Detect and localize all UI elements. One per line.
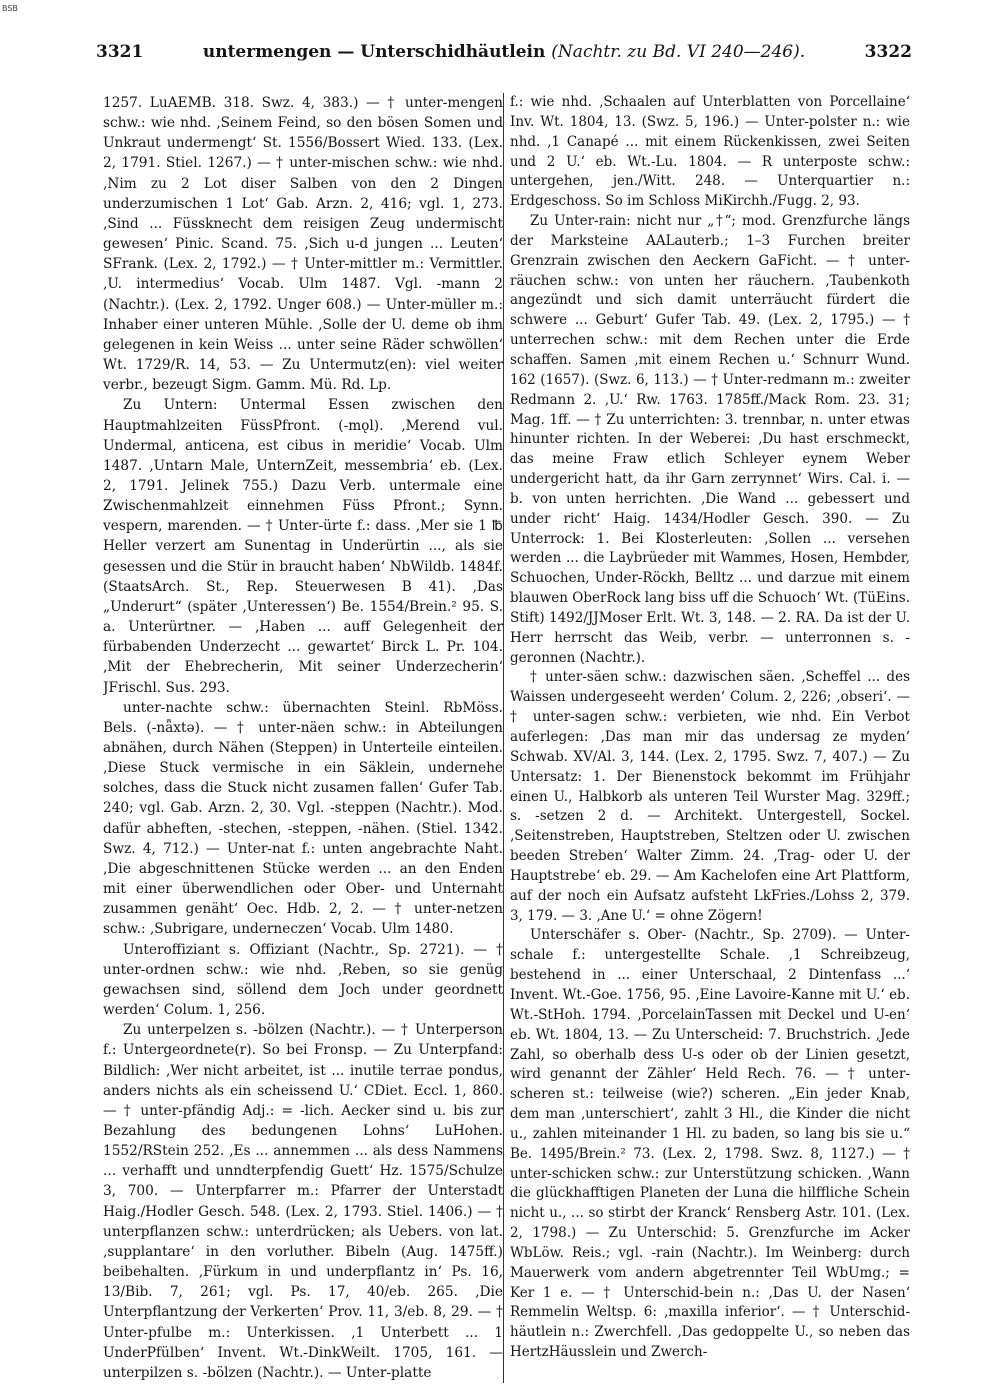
paragraph: Zu Unter-rain: nicht nur „†“; mod. Grenzfurche längs der Marksteine AALauterb.; 1–3 Furchen breiter Grenzrain zwischen den Aeckern GaFicht. — † unter-räuchen schw.: von unten her räuchern. ‚Taubenkoth angezündt und sich damit unterräucht fürdert die schwere ... Geburt‘ Gufer Tab. 49. (Lex. 2, 1795.) — † unterrechen schw.: mit dem Rechen unter die Erde schaffen. Samen ‚mit einem Rechen u.‘ Schnurr Wund. 162 (1657). (Swz. 6, 113.) — † Unter-redmann m.: zweiter Redmann 2. ‚U.‘ Rw. 1763. 1785ff./Mack Rom. 23. 31; Mag. 1ff. — † Zu unterrichten: 3. trennbar, n. unter etwas hinunter richten. In der Weberei: ‚Du hast erschmeckt, das meine Fraw etlich Schleyer eynem Weber undergericht hatt, da ihr Garn zerrynnet‘ Wirs. Cal. i. — b. von unten herrichten. ‚Die Wand ... gebessert und under richt‘ Haig. 1434/Hodler Gesch. 390. — Zu Unterrock: 1. Bei Klosterleuten: ‚Sollen ... versehen werden ... die Laybrüeder mit Wammes, Hosen, Hembder, Schuochen, Under-Röckh, Belltz ... und darzue mit einem blauwen OberRock lang biss uff die Schuoch‘ Wt. (TüEins. Stift) 1492/JJMoser Erlt. Wt. 3, 148. — 2. RA. Da ist der U. Herr herrscht das Weib, verbr. — unterronnen s. -geronnen (Nachtr.).	[510, 213, 910, 666]
page-number-left: 3321	[96, 42, 144, 62]
paragraph: Unteroffiziant s. Offiziant (Nachtr., Sp. 2721). — † unter-ordnen schw.: wie nhd. ‚Reben, so sie genüg gewachsen sind, söllend dem Joch under geordnett werden‘ Colum. 1, 256.	[103, 941, 503, 1019]
library-mark: BSB	[2, 4, 18, 13]
title-reference: (Nachtr. zu Bd. VI 240—246).	[551, 42, 806, 62]
title-text: untermengen — Unterschidhäutlein	[202, 42, 546, 62]
paragraph: f.: wie nhd. ‚Schaalen auf Unterblatten von Porcellaine‘ Inv. Wt. 1804, 13. (Swz. 5, 196.) — Unter-polster n.: wie nhd. ‚1 Canapé ... mit einem Rückenkissen, zwei Seiten und 2 U.‘ eb. Wt.-Lu. 1804. — R unterposte schw.: untergehen, jen./Witt. 248. — Unterquartier n.: Erdgeschoss. So im Schloss MiKirchh./Fugg. 2, 93.	[510, 94, 910, 210]
paragraph: 1257. LuAEMB. 318. Swz. 4, 383.) — † unter-mengen schw.: wie nhd. ‚Seinem Feind, so den bösen Somen und Unkraut undermengt‘ St. 1556/Bossert Wied. 133. (Lex. 2, 1791. Stiel. 1267.) — † unter-mischen schw.: wie nhd. ‚Nim zu 2 Lot diser Salben von den 2 Dingen underzumischen 1 Lot‘ Gab. Arzn. 2, 416; vgl. 1, 273. ‚Sind ... Füssknecht dem reisigen Zeug undermischt gewesen‘ Pinic. Scand. 75. ‚Sich u-d jungen ... Leuten‘ SFrank. (Lex. 2, 1792.) — † Unter-mittler m.: Vermittler. ‚U. intermedius‘ Vocab. Ulm 1487. Vgl. -mann 2 (Nachtr.). (Lex. 2, 1792. Unger 608.) — Unter-müller m.: Inhaber einer unteren Mühle. ‚Solle der U. deme ob ihm gelegenen in kein Weiss ... unter seine Räder schwöllen‘ Wt. 1729/R. 14, 53. — Zu Untermutz(en): viel weiter verbr., bezeugt Sigm. Gamm. Mü. Rd. Lp.	[103, 95, 503, 394]
right-column	[510, 93, 910, 1385]
paragraph: unter-nachte schw.: übernachten Steinl. RbMöss. Bels. (-nǟxtə). — † unter-näen schw.: in Abteilungen abnähen, durch Nähen (Steppen) in Unterteile einteilen. ‚Diese Stuck vermische in ein Säklein, undernehe solches, dass die Stuck nicht zusamen fallen‘ Gufer Tab. 240; vgl. Gab. Arzn. 2, 30. Vgl. -steppen (Nachtr.). Mod. dafür abheften, -stechen, -steppen, -nähen. (Stiel. 1342. Swz. 4, 712.) — Unter-nat f.: unten angebrachte Naht. ‚Die abgeschnittenen Stücke werden ... an den Enden mit einer überwendlichen oder Ober- und Unternaht zusammen genäht‘ Oec. Hdb. 2, 2. — † unter-netzen schw.: ‚Subrigare, underneczen‘ Vocab. Ulm 1480.	[103, 699, 503, 938]
running-title	[96, 42, 912, 62]
paragraph: † unter-säen schw.: dazwischen säen. ‚Scheffel ... des Waissen undergeseeht werden‘ Colum. 2, 226; ‚obseri‘. — † unter-sagen schw.: verbieten, wie nhd. Ein Verbot auferlegen: ‚Das man mir das undersag ze myden‘ Schwab. XV/Al. 3, 144. (Lex. 2, 1795. Swz. 7, 407.) — Zu Untersatz: 1. Der Bienenstock bekommt im Frühjahr einen U., Halbkorb als unteren Teil Wurster Mag. 329ff.; s. -setzen 2 d. — Architekt. Untergestell, Sockel. ‚Seitenstreben, Hauptstreben, Steltzen oder U. zwischen beeden Streben‘ Walter Zimm. 24. ‚Trag- oder U. der Hauptstrebe‘ eb. 29. — Am Kachelofen eine Art Plattform, auf der noch ein Aufsatz aufsteht LkFries./Lohss 2, 379. 3, 179. — 3. ‚Ane U.‘ = ohne Zögern!	[510, 669, 910, 924]
column-divider	[503, 93, 504, 1383]
paragraph: Unterschäfer s. Ober- (Nachtr., Sp. 2709). — Unter-schale f.: untergestellte Schale. ‚1 Schreibzeug, bestehend in ... einer Unterschaal, 2 Dintenfass ...‘ Invent. Wt.-Goe. 1756, 95. ‚Eine Lavoire-Kanne mit U.‘ eb. Wt.-StHoh. 1794. ‚PorcelainTassen mit Deckel und U-en‘ eb. Wt. 1804, 13. — Zu Unterscheid: 7. Bruchstrich. ‚Jede Zahl, so oberhalb dess U-s oder ob der Linien gesetzt, wird genannt der Zähler‘ Held Rech. 76. — † unter-scheren st.: teilweise (wie?) scheren. „Ein jeder Knab, dem man ‚unterschiert‘, zahlt 3 Hl., die Kinder die nicht u., zahlen miteinander 1 Hl. zu baden, so lang bis sie u.“ Be. 1495/Brein.² 73. (Lex. 2, 1798. Swz. 8, 1127.) — † unter-schicken schw.: zur Unterstützung schicken. ‚Wann die glückhafftigen Planeten der Luna die hilffliche Schein nicht u., ... so stirbt der Kranck‘ Rensberg Astr. 101. (Lex. 2, 1798.) — Zu Unterschid: 5. Grenzfurche im Acker WbLöw. Reis.; vgl. -rain (Nachtr.). Im Weinberg: durch Mauerwerk vom andern abgetrennter Teil WbUmg.; = Ker 1 e. — † Unterschid-bein n.: ‚Das U. der Nasen‘ Remmelin Weltsp. 6: ‚maxilla inferior‘. — † Unterschid-häutlein n.: Zwerchfell. ‚Das gedoppelte U., so neben das HertzHäusslein und Zwerch-	[510, 927, 910, 1361]
page-header	[96, 42, 912, 70]
left-column	[103, 93, 503, 1385]
page-number-right: 3322	[864, 42, 912, 62]
paragraph: Zu Untern: Untermal Essen zwischen den Hauptmahlzeiten FüssPfront. (-mǫl). ‚Merend vul. Undermal, anticena, est cibus in meridie‘ Vocab. Ulm 1487. ‚Untarn Male, UnternZeit, messembria‘ eb. (Lex. 2, 1791. Jelinek 755.) Dazu Verb. untermale eine Zwischenmahlzeit einnehmen Füss Pfront.; Synn. vespern, marenden. — † Unter-ürte f.: dass. ‚Mer sie 1 ℔ Heller verzert am Sunentag in Underürtin ..., als sie gesessen und die Stür in braucht haben‘ NbWildb. 1484f. (StaatsArch. St., Rep. Steuerwesen B 41). ‚Das „Underurt“ (später ‚Unteressen‘) Be. 1554/Brein.² 95. S. a. Unterürtner. — ‚Haben ... auff Gelegenheit der fürbabenden Underzecht ... gewartet‘ Birck L. Pr. 104. ‚Mit der Ehebrecherin, Mit seiner Underzecherin‘ JFrischl. Sus. 293.	[103, 397, 503, 696]
paragraph: Zu unterpelzen s. -bölzen (Nachtr.). — † Unterperson f.: Untergeordnete(r). So bei Fronsp. — Zu Unterpfand: Bildlich: ‚Wer nicht arbeitet, ist ... inutile terrae pondus, anders nichts als ein scheissend U.‘ CDiet. Eccl. 1, 860. — † unter-pfändig Adj.: = -lich. Aecker sind u. bis zur Bezahlung des bedungenen Lohns‘ LuHohen. 1552/RStein 252. ‚Es ... annemmen ... als dess Nammens ... verhafft und unndterpfendig Guett‘ Hz. 1575/Schulze 3, 700. — Unterpfarrer m.: Pfarrer der Unterstadt Haig./Hodler Gesch. 548. (Lex. 2, 1793. Stiel. 1406.) — † unterpflanzen schw.: unterdrücken; als Uebers. von lat. ‚supplantare‘ in den vorluther. Bibeln (Aug. 1475ff.) beibehalten. ‚Fürkum in und underpflantz in‘ Ps. 16, 13/Bib. 7, 261; vgl. Ps. 17, 40/eb. 265. ‚Die Unterpflantzung der Verkerten‘ Prov. 11, 3/eb. 8, 29. — † Unter-pfulbe m.: Unterkissen. ‚1 Unterbett ... 1 UnderPfülben‘ Invent. Wt.-DinkWeilt. 1705, 161. — unterpilzen s. -bölzen (Nachtr.). — Unter-platte	[103, 1022, 503, 1381]
